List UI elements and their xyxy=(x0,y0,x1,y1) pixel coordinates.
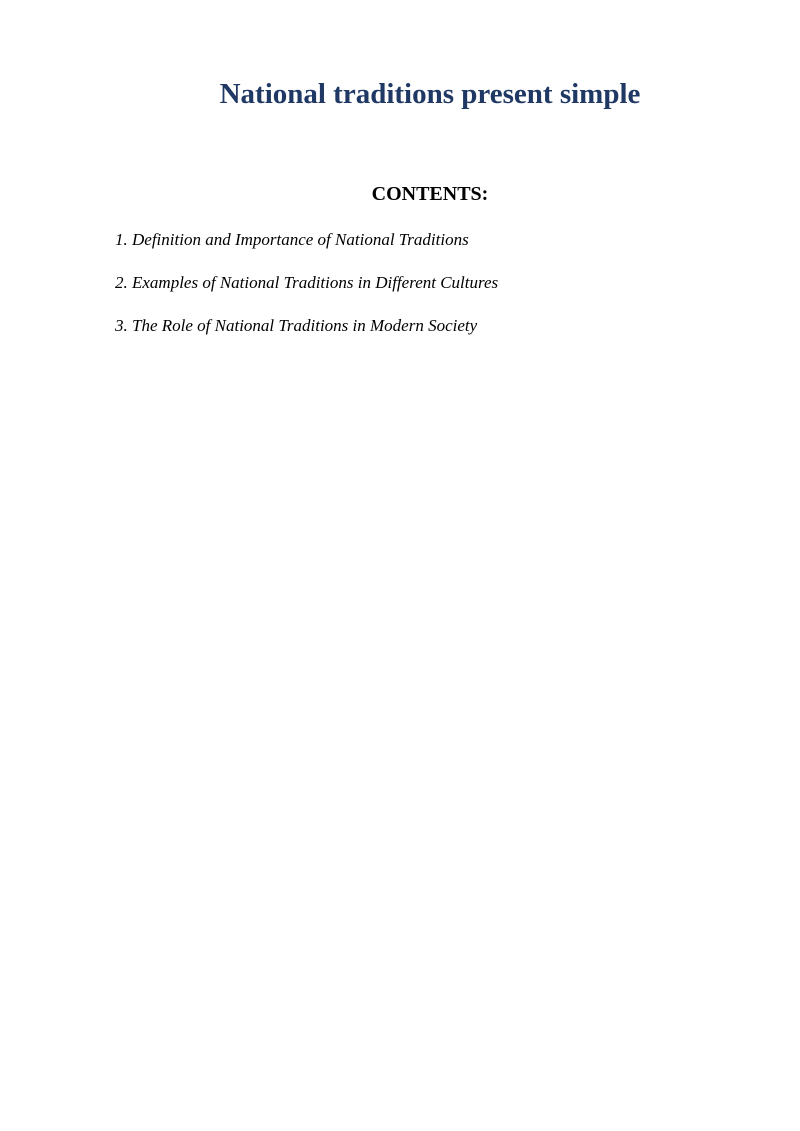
toc-item-1: 1. Definition and Importance of National Traditions xyxy=(115,230,469,249)
document-title: National traditions present simple xyxy=(219,78,641,110)
toc-item-3: 3. The Role of National Traditions in Modern Society xyxy=(115,316,478,335)
table-of-contents xyxy=(115,228,745,357)
contents-heading: CONTENTS: xyxy=(371,183,489,205)
toc-item-2: 2. Examples of National Traditions in Different Cultures xyxy=(115,273,499,292)
